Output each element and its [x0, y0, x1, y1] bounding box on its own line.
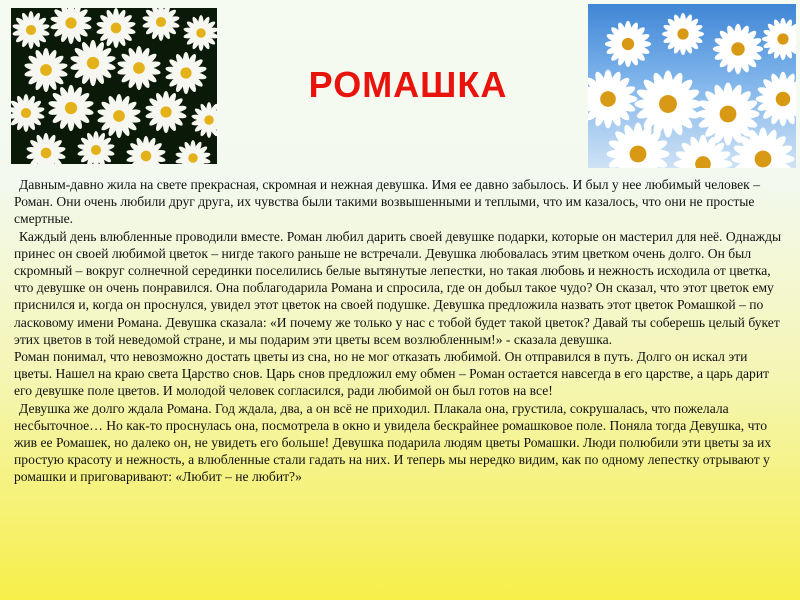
- daisy-flower: [191, 102, 217, 138]
- daisy-flower: [662, 13, 704, 55]
- story-paragraph-3: Роман понимал, что невозможно достать цветы из сна, но не мог отказать любимой. Он отправился в путь. Долго он искал эти цветы. Нашел на краю света Царство снов. Царь снов предложил ему обмен – Роман остается навсегда в его царстве, а царь дарит его девушке поле цветов. И молодой человек согласился, ради любимой он был готов на все!: [14, 349, 770, 399]
- daisy-flower: [756, 72, 796, 127]
- daisy-flower: [588, 70, 637, 129]
- daisy-flower: [674, 135, 733, 168]
- daisy-flower: [48, 85, 95, 131]
- daisy-flower: [24, 48, 68, 92]
- daisy-flower: [175, 140, 211, 164]
- daisy-flower: [145, 91, 187, 133]
- story-text: [14, 176, 786, 486]
- daisy-flower: [142, 8, 180, 41]
- daisy-flower: [183, 15, 217, 51]
- page-title: РОМАШКА: [308, 64, 508, 105]
- story-paragraph-2: Каждый день влюбленные проводили вместе. Роман любил дарить своей девушке подарки, которые он мастерил для неё. Однажды принес он своей любимой цветок – нигде такого раньше не встречали. Девушка любовалась этим цветком очень долго. Он был скромный – вокруг солнечной серединки поселились белые вытянутые лепестки, но такая любовь и нежность исходила от цветка, что девушке он очень понравился. Она поблагодарила Романа и спросила, где он добыл такое чудо? Он сказал, что этот цветок ему приснился и, когда он проснулся, увидел этот цветок на своей подушке. Девушка предложила назвать этот цветок Ромашкой – по ласковому имени Романа. Девушка сказала: «И почему же только у нас с тобой будет такой цветок? Давай ты соберешь целый букет этих цветов в той неведомой стране, и мы подарим эти цветы всем возлюбленным!» - сказала девушка.: [14, 228, 782, 347]
- daisy-flower: [732, 128, 795, 169]
- daisy-flower: [12, 11, 50, 49]
- daisy-flower: [77, 131, 115, 164]
- daisy-flower: [50, 8, 92, 44]
- story-paragraph-1: Давным-давно жила на свете прекрасная, скромная и нежная девушка. Имя ее давно забылось. И был у нее любимый человек – Роман. Они очень любили друг друга, их чувства были такими возвышенными и теплыми, что им казалось, что они не простые смертные.: [14, 177, 760, 227]
- daisy-flower: [96, 8, 136, 48]
- daisy-flower: [605, 21, 651, 67]
- story-paragraph-4: Девушка же долго ждала Романа. Год ждала, два, а он всё не приходил. Плакала она, грустила, сокрушалась, что пожелала несбыточное… Но как-то проснулась она, посмотрела в окно и увидела бескрайнее ромашковое поле. Поняла тогда Девушка, что жив ее Ромашек, но далеко он, не увидеть его больше! Девушка подарила людям цветы Ромашки. Люди полюбили эти цветы за их простую красоту и нежность, а влюбленные стали гадать на них. И теперь мы нередко видим, как по одному лепестку отрывают у ромашки и приговаривают: «Любит – не любит?»: [14, 400, 772, 485]
- daisy-flower: [762, 18, 796, 60]
- daisy-flower: [97, 94, 141, 138]
- daisy-flower: [11, 94, 45, 132]
- daisy-flower: [117, 46, 161, 90]
- chamomile-photo-left: [11, 8, 217, 164]
- daisy-flower: [126, 136, 166, 164]
- daisy-flower: [70, 40, 117, 86]
- daisy-flower: [165, 52, 207, 94]
- daisy-flower: [713, 24, 763, 74]
- chamomile-photo-right: [588, 4, 796, 168]
- daisy-flower: [634, 70, 701, 137]
- daisy-flower: [26, 133, 66, 164]
